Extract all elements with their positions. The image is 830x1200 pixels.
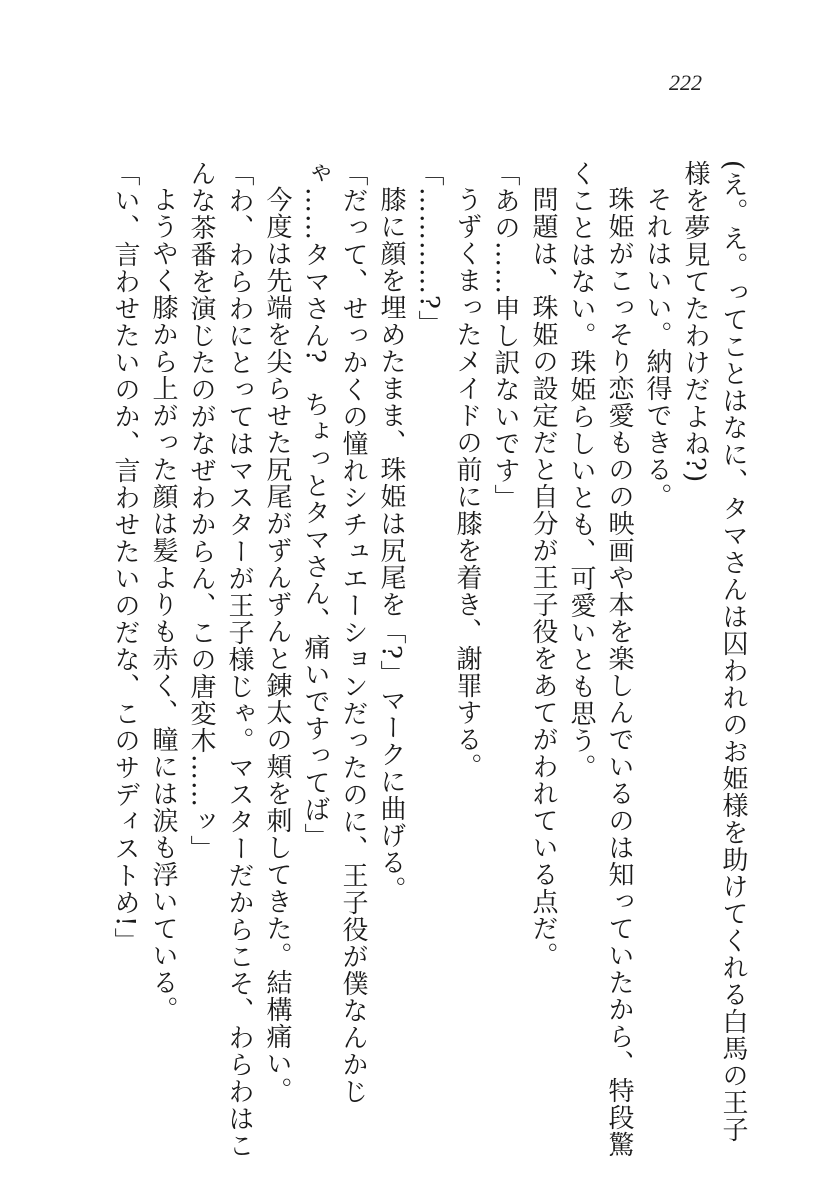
- paragraph: 膝に顔を埋めたまま、珠姫は尻尾を「?」マークに曲げる。: [376, 186, 406, 903]
- paragraph: 今度は先端を尖らせた尻尾がずんずんと錬太の頬を刺してきた。結構痛い。: [262, 186, 292, 1104]
- page-number: 222: [669, 70, 702, 95]
- paragraph: 「わ、わらわにとってはマスターが王子様じゃ。マスターだからこそ、わらわはこんな茶番を演じたのがなぜわからん、この唐変木……ッ」: [186, 160, 254, 1159]
- vertical-text-body: [72, 160, 752, 1160]
- paragraph: それはいい。納得できる。: [642, 186, 672, 510]
- paragraph: 「あの……申し訳ないです」: [490, 160, 520, 511]
- paragraph: 「だって、せっかくの憧れシチュエーションだったのに、王子役が僕なんかじゃ……タマさん? ちょっとタマさん、痛いですってば」: [300, 160, 368, 1105]
- paragraph: 「い、言わせたいのか、言わせたいのだな、このサディストめ!」: [110, 160, 140, 955]
- paragraph: うずくまったメイドの前に膝を着き、謝罪する。: [452, 186, 482, 780]
- paragraph: (え。え。ってことはなに、タマさんは囚われのお姫様を助けてくれる白馬の王子様を夢見てたわけだよね?): [680, 160, 748, 1144]
- paragraph: 「…………?」: [414, 160, 444, 337]
- paragraph: 問題は、珠姫の設定だと自分が王子役をあてがわれている点だ。: [528, 186, 558, 969]
- paragraph: 珠姫がこっそり恋愛ものの映画や本を楽しんでいるのは知っていたから、特段驚くことはない。珠姫らしいとも、可愛いとも思う。: [566, 160, 634, 1158]
- paragraph: ようやく膝から上がった顔は髪よりも赤く、瞳には涙も浮いている。: [148, 186, 178, 1023]
